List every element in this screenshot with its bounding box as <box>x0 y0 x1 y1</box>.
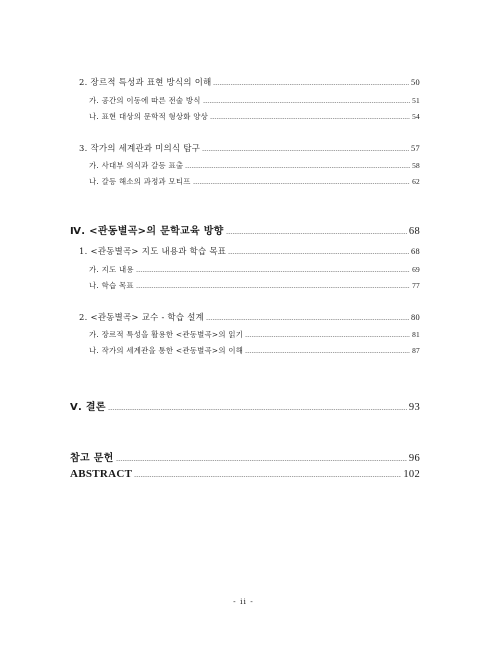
toc-entry-title: 나. 작가의 세계관을 통한 <관동별곡>의 이해 <box>89 346 244 355</box>
toc-entry-title: 2. <관동별곡> 교수 - 학습 설계 <box>79 312 205 322</box>
toc-chapter[interactable] <box>70 398 420 413</box>
toc-entry-page: 102 <box>403 469 420 480</box>
toc-entry-page: 93 <box>408 402 420 413</box>
toc-entry-title: 2. 장르적 특성과 표현 방식의 이해 <box>79 77 212 87</box>
toc-entry-title: 나. 표현 대상의 문학적 형상화 양상 <box>89 112 209 121</box>
toc-entry-title: 참고 문헌 <box>70 453 114 464</box>
toc-entry-title: 가. 지도 내용 <box>89 265 134 274</box>
toc-chapter[interactable] <box>70 468 420 480</box>
dot-leader <box>226 233 407 234</box>
toc-entry-page: 87 <box>412 346 420 355</box>
dot-leader <box>193 183 410 184</box>
toc-entry[interactable] <box>89 176 420 187</box>
toc-entry[interactable] <box>79 142 420 154</box>
toc-entry-title: 3. 작가의 세계관과 미의식 탐구 <box>79 143 201 153</box>
toc-entry-page: 68 <box>408 226 420 237</box>
toc-entry-page: 58 <box>412 161 420 170</box>
dot-leader <box>203 102 410 103</box>
toc-entry[interactable] <box>89 280 420 291</box>
toc-entry-page: 77 <box>412 281 420 290</box>
toc-entry-title: 가. 장르적 특성을 활용한 <관동별곡>의 읽기 <box>89 330 244 339</box>
toc-entry-page: 57 <box>411 144 420 153</box>
dot-leader <box>136 271 410 272</box>
dot-leader <box>185 167 410 168</box>
dot-leader <box>210 118 410 119</box>
dot-leader <box>136 287 410 288</box>
toc-entry-page: 69 <box>412 265 420 274</box>
toc-entry[interactable] <box>89 160 420 171</box>
toc-chapter[interactable] <box>70 222 420 237</box>
toc-entry[interactable] <box>79 245 420 257</box>
toc-entry[interactable] <box>89 95 420 106</box>
toc-entry-title: 가. 공간의 이동에 따른 전술 방식 <box>89 96 201 105</box>
toc-entry-page: 80 <box>411 313 420 322</box>
toc-chapter[interactable] <box>70 449 420 464</box>
toc-entry-page: 96 <box>408 453 420 464</box>
toc-entry[interactable] <box>89 111 420 122</box>
toc-entry-page: 50 <box>411 78 420 87</box>
toc-entry-page: 81 <box>412 330 420 339</box>
toc-entry-page: 62 <box>412 177 420 186</box>
dot-leader <box>245 352 410 353</box>
dot-leader <box>228 253 409 254</box>
toc-entry-page: 51 <box>412 96 420 105</box>
toc-entry-page: 54 <box>412 112 420 121</box>
dot-leader <box>245 336 410 337</box>
toc-entry-title: 가. 사대부 의식과 갈등 표출 <box>89 161 184 170</box>
toc-entry[interactable] <box>89 345 420 356</box>
toc-entry-title: 나. 학습 목표 <box>89 281 134 290</box>
dot-leader <box>206 319 409 320</box>
toc-entry-title: 나. 갈등 해소의 과정과 모티프 <box>89 177 191 186</box>
toc-entry[interactable] <box>89 264 420 275</box>
toc-entry-title: 1. <관동별곡> 지도 내용과 학습 목표 <box>79 246 227 256</box>
toc-entry[interactable] <box>79 76 420 88</box>
toc-entry[interactable] <box>89 329 420 340</box>
dot-leader <box>134 476 401 477</box>
toc-entry-title: Ⅴ. 결론 <box>70 402 106 413</box>
toc-entry-page: 68 <box>411 247 420 256</box>
dot-leader <box>108 409 407 410</box>
toc-entry[interactable] <box>79 311 420 323</box>
dot-leader <box>202 150 409 151</box>
dot-leader <box>116 460 407 461</box>
toc-entry-title: ABSTRACT <box>70 468 133 480</box>
toc-entry-title: Ⅳ. <관동별곡>의 문학교육 방향 <box>70 226 224 237</box>
dot-leader <box>213 84 409 85</box>
page-number-footer: - ii - <box>233 597 254 606</box>
